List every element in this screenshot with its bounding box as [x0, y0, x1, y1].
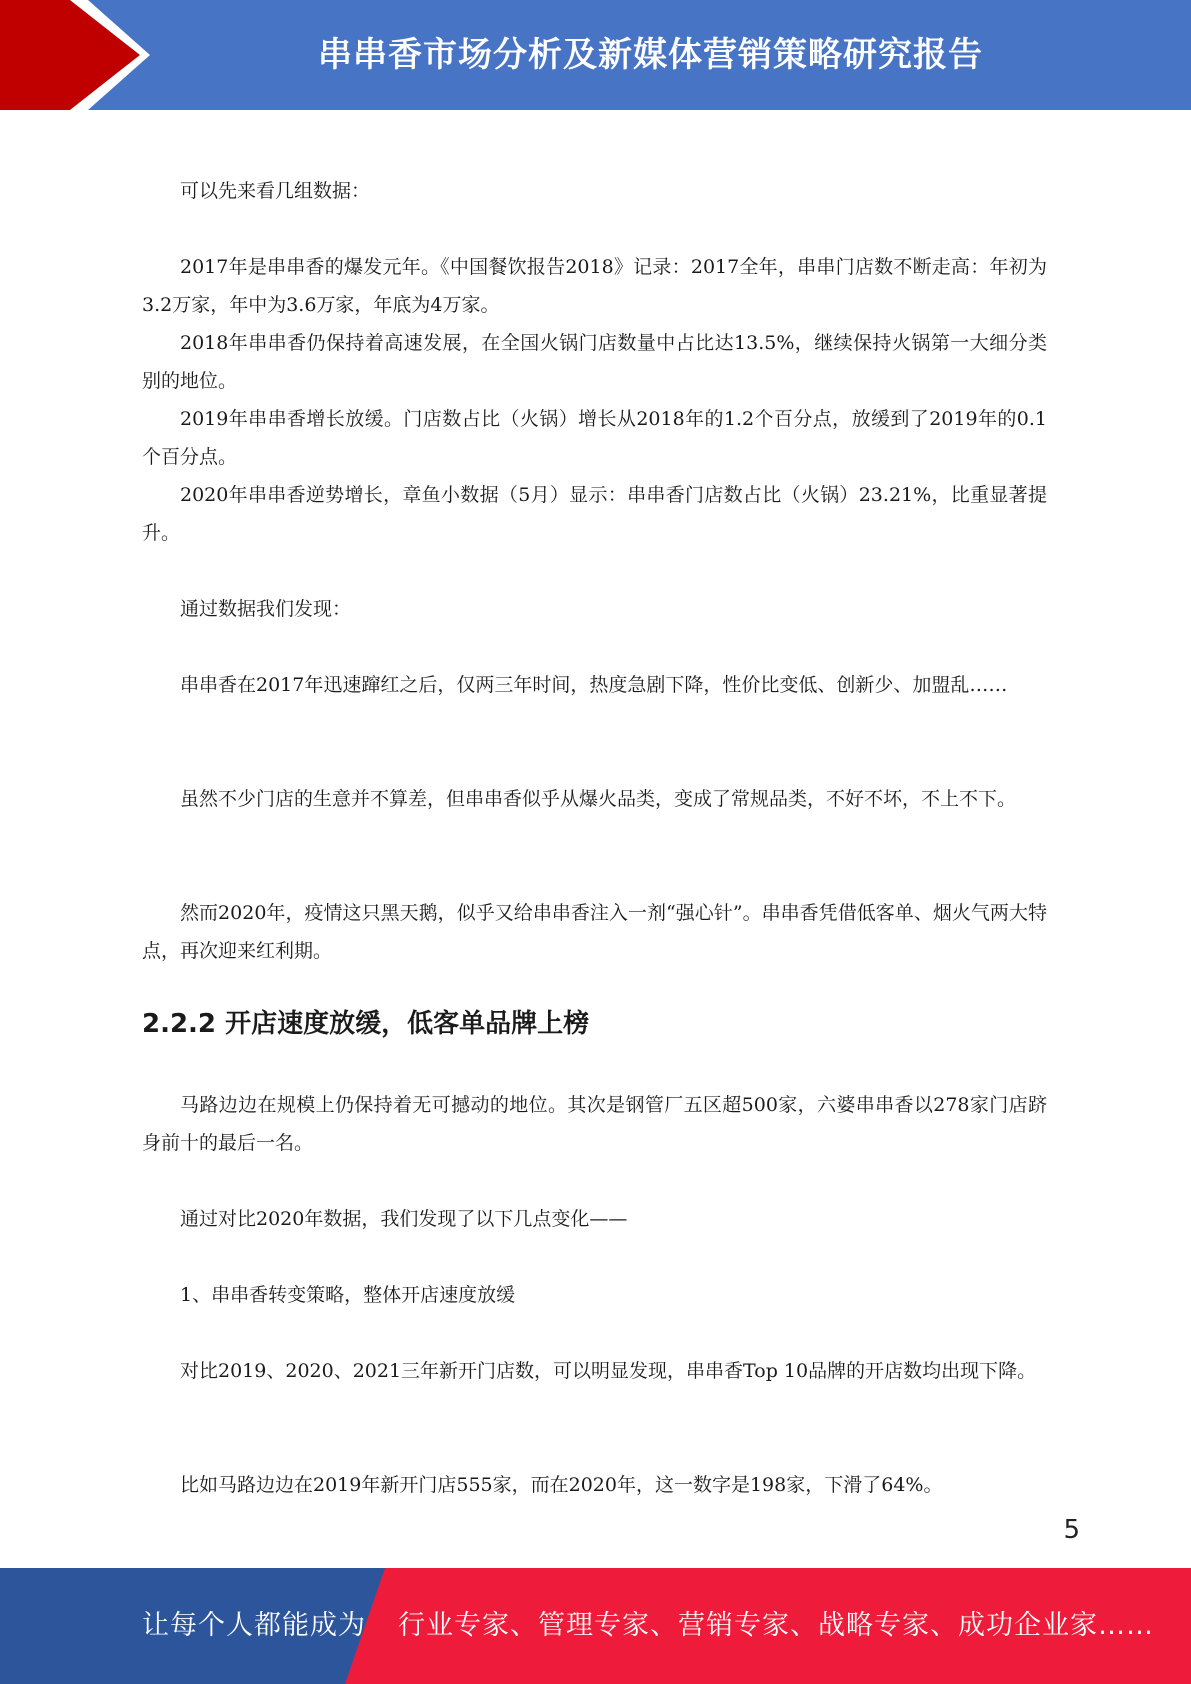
- paragraph: 串串香在2017年迅速蹿红之后，仅两三年时间，热度急剧下降，性价比变低、创新少、加盟乱……: [180, 674, 1008, 696]
- paragraph: 然而2020年，疫情这只黑天鹅，似乎又给串串香注入一剂“强心针”。串串香凭借低客单、烟火气两大特点，再次迎来红利期。: [142, 902, 1047, 962]
- paragraph: 2017年是串串香的爆发元年。《中国餐饮报告2018》记录：2017全年，串串门店数不断走高：年初为3.2万家，年中为3.6万家，年底为4万家。: [142, 256, 1047, 316]
- header-title: 串串香市场分析及新媒体营销策略研究报告: [318, 35, 983, 75]
- header-arrow-decoration: [0, 0, 160, 110]
- paragraph: 2018年串串香仍保持着高速发展，在全国火锅门店数量中占比达13.5%，继续保持火锅第一大细分类别的地位。: [142, 332, 1047, 392]
- page-header: [0, 0, 1191, 110]
- paragraph: 马路边边在规模上仍保持着无可撼动的地位。其次是钢管厂五区超500家，六婆串串香以278家门店跻身前十的最后一名。: [142, 1094, 1047, 1154]
- paragraph: 比如马路边边在2019年新开门店555家，而在2020年，这一数字是198家，下滑了64%。: [180, 1474, 943, 1496]
- page-footer: [0, 1568, 1191, 1684]
- footer-slogan-right: 行业专家、管理专家、营销专家、战略专家、成功企业家……: [398, 1610, 1154, 1641]
- paragraph: 通过数据我们发现：: [180, 598, 352, 620]
- paragraph: 2020年串串香逆势增长，章鱼小数据（5月）显示：串串香门店数占比（火锅）23.21%，比重显著提升。: [142, 484, 1047, 544]
- paragraph: 对比2019、2020、2021三年新开门店数，可以明显发现，串串香Top 10品牌的开店数均出现下降。: [180, 1360, 1037, 1382]
- paragraph: 虽然不少门店的生意并不算差，但串串香似乎从爆火品类，变成了常规品类，不好不坏，不上不下。: [180, 788, 1017, 810]
- page-number: 5: [1063, 1515, 1080, 1545]
- paragraph: 1、串串香转变策略，整体开店速度放缓: [180, 1284, 516, 1306]
- section-heading: 2.2.2 开店速度放缓，低客单品牌上榜: [142, 1009, 590, 1039]
- footer-slogan-left: 让每个人都能成为: [142, 1610, 366, 1641]
- paragraph: 2019年串串香增长放缓。门店数占比（火锅）增长从2018年的1.2个百分点，放缓到了2019年的0.1个百分点。: [142, 408, 1047, 468]
- paragraph: 可以先来看几组数据：: [180, 180, 371, 202]
- paragraph: 通过对比2020年数据，我们发现了以下几点变化——: [180, 1208, 628, 1230]
